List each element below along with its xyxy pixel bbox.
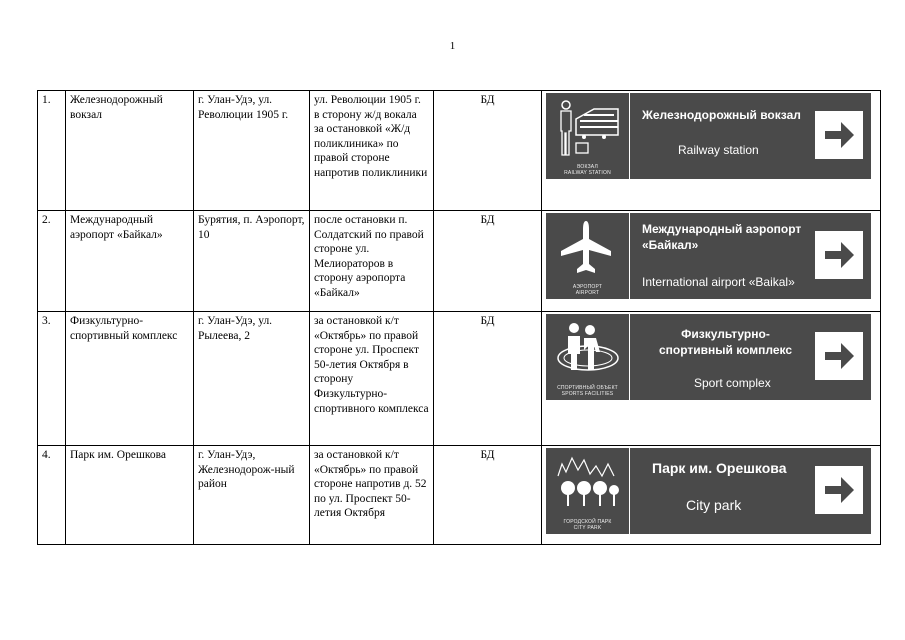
sign-title-en: Railway station (678, 143, 759, 157)
sign-text (630, 448, 871, 534)
object-name: Физкультурно-спортивный комплекс (66, 312, 194, 446)
sign-pictogram (546, 448, 630, 534)
sign-location: после остановки п. Солдатский по правой стороне ул. Мелиораторов в сторону аэропорта «Байкал» (310, 211, 434, 312)
sign-image-cell (542, 91, 881, 211)
sign-title-en: International airport «Baikal» (642, 275, 795, 289)
row-number: 2. (38, 211, 66, 312)
direction-arrow-icon (815, 466, 863, 514)
table-row (38, 312, 881, 446)
sign-pictogram (546, 213, 630, 299)
road-sign (546, 314, 871, 400)
object-address: г. Улан-Удэ, ул. Революции 1905 г. (194, 91, 310, 211)
row-number: 4. (38, 446, 66, 545)
sign-title-en: City park (686, 497, 742, 513)
page-number: 1 (449, 40, 456, 52)
railway-station-icon (554, 97, 622, 159)
sign-title-ru: Международный аэропорт «Байкал» (642, 222, 802, 252)
road-code: БД (434, 211, 542, 312)
pictogram-caption: ВОКЗАЛ RAILWAY STATION (564, 164, 611, 176)
sign-pictogram (546, 93, 630, 179)
signage-table (37, 90, 881, 545)
sign-image-cell (542, 211, 881, 312)
direction-arrow-icon (815, 231, 863, 279)
sign-title-ru: Железнодорожный вокзал (642, 108, 801, 122)
sign-location: за остановкой к/т «Октябрь» по правой стороне ул. Проспект 50-летия Октября в сторону Физкультурно-спортивного комплекса (310, 312, 434, 446)
object-name: Международный аэропорт «Байкал» (66, 211, 194, 312)
road-sign (546, 448, 871, 534)
sign-title-ru: Физкультурно-спортивный комплекс (658, 327, 793, 357)
row-number: 1. (38, 91, 66, 211)
sign-text (630, 314, 871, 400)
sign-pictogram (546, 314, 630, 400)
table-row (38, 446, 881, 545)
sign-text (630, 213, 871, 299)
object-address: Бурятия, п. Аэропорт, 10 (194, 211, 310, 312)
sign-location: ул. Революции 1905 г. в сторону ж/д вокала за остановкой «Ж/д поликлиника» по правой стороне напротив поликлиники (310, 91, 434, 211)
object-address: г. Улан-Удэ, Железнодорож-ный район (194, 446, 310, 545)
pictogram-caption: АЭРОПОРТ AIRPORT (572, 284, 603, 296)
sign-title-ru: Парк им. Орешкова (652, 460, 787, 476)
sign-image-cell (542, 446, 881, 545)
road-code: БД (434, 312, 542, 446)
direction-arrow-icon (815, 111, 863, 159)
sign-location: за остановкой к/т «Октябрь» по правой стороне напротив д. 52 по ул. Проспект 50-летия Октября (310, 446, 434, 545)
sports-facility-icon (554, 318, 622, 380)
road-code: БД (434, 446, 542, 545)
road-sign (546, 213, 871, 299)
object-name: Железнодорожный вокзал (66, 91, 194, 211)
table-row (38, 211, 881, 312)
row-number: 3. (38, 312, 66, 446)
airplane-icon (554, 217, 622, 279)
sign-title-en: Sport complex (694, 376, 771, 390)
pictogram-caption: СПОРТИВНЫЙ ОБЪЕКТ SPORTS FACILITIES (557, 385, 618, 397)
sign-image-cell (542, 312, 881, 446)
sign-text (630, 93, 871, 179)
road-sign (546, 93, 871, 179)
pictogram-caption: ГОРОДСКОЙ ПАРК CITY PARK (563, 519, 612, 531)
table-row (38, 91, 881, 211)
city-park-icon (554, 452, 622, 514)
object-name: Парк им. Орешкова (66, 446, 194, 545)
object-address: г. Улан-Удэ, ул. Рылеева, 2 (194, 312, 310, 446)
road-code: БД (434, 91, 542, 211)
direction-arrow-icon (815, 332, 863, 380)
